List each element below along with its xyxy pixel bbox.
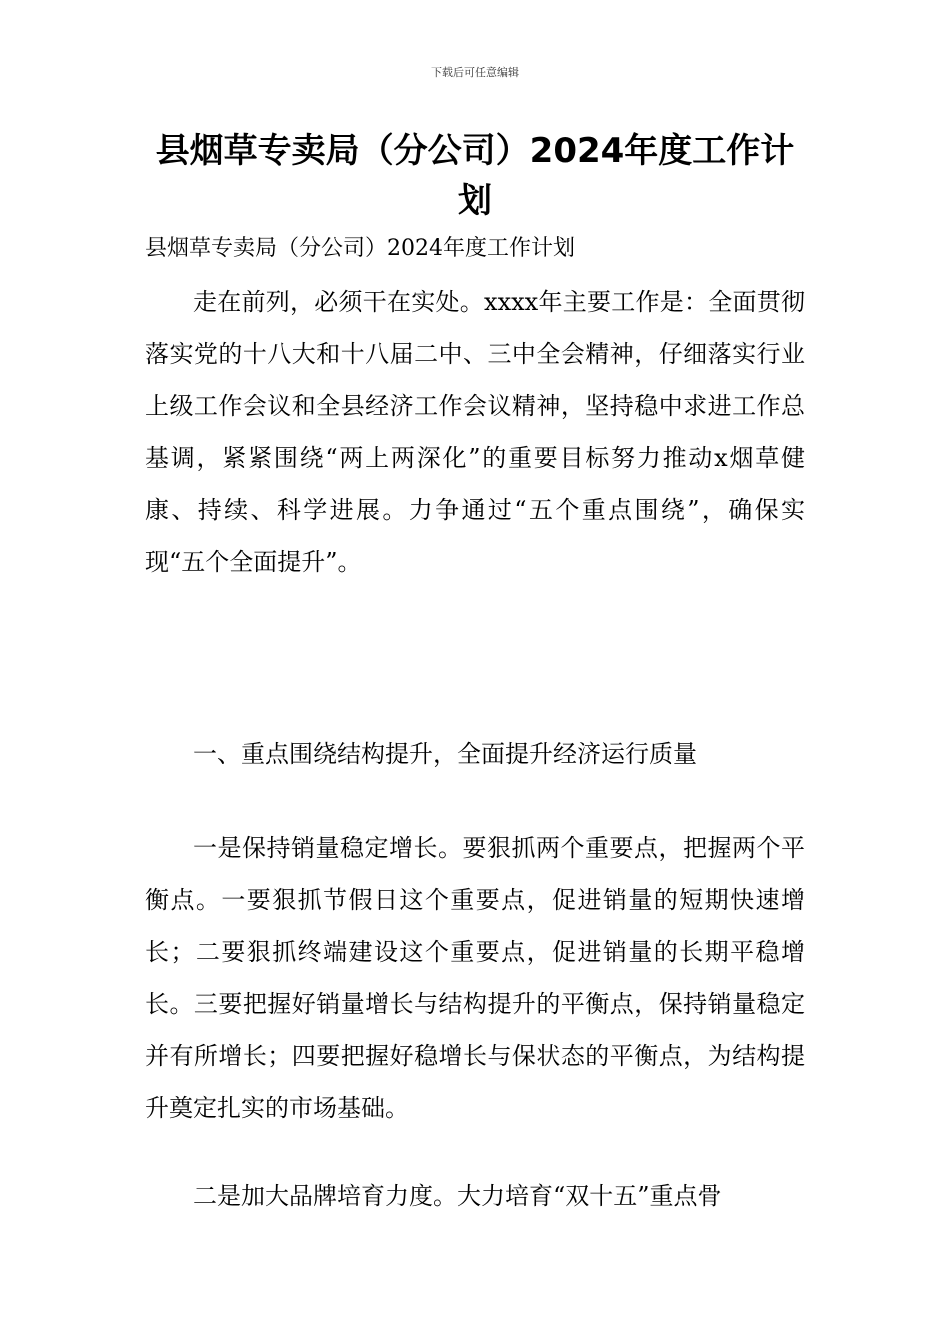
document-subtitle: 县烟草专卖局（分公司）2024年度工作计划	[145, 236, 575, 261]
intro-paragraph: 走在前列，必须干在实处。xxxx年主要工作是：全面贯彻落实党的十八大和十八届二中、三中全会精神，仔细落实行业上级工作会议和全县经济工作会议精神，坚持稳中求进工作总基调，紧紧围绕“两上两深化”的重要目标努力推动x烟草健康、持续、科学进展。力争通过“五个重点围绕”，确保实现“五个全面提升”。	[145, 288, 805, 576]
section-heading-1: 一、重点围绕结构提升，全面提升经济运行质量	[193, 740, 697, 768]
item-paragraph-2: 二是加大品牌培育力度。大力培育“双十五”重点骨	[193, 1182, 722, 1210]
document-title: 县烟草专卖局（分公司）2024年度工作计划	[155, 131, 795, 221]
item-paragraph-1: 一是保持销量稳定增长。要狠抓两个重要点，把握两个平衡点。一要狠抓节假日这个重要点，促进销量的短期快速增长；二要狠抓终端建设这个重要点，促进销量的长期平稳增长。三要把握好销量增长与结构提升的平衡点，保持销量稳定并有所增长；四要把握好稳增长与保状态的平衡点，为结构提升奠定扎实的市场基础。	[145, 834, 805, 1122]
page-header-note: 下载后可任意编辑	[431, 66, 519, 79]
